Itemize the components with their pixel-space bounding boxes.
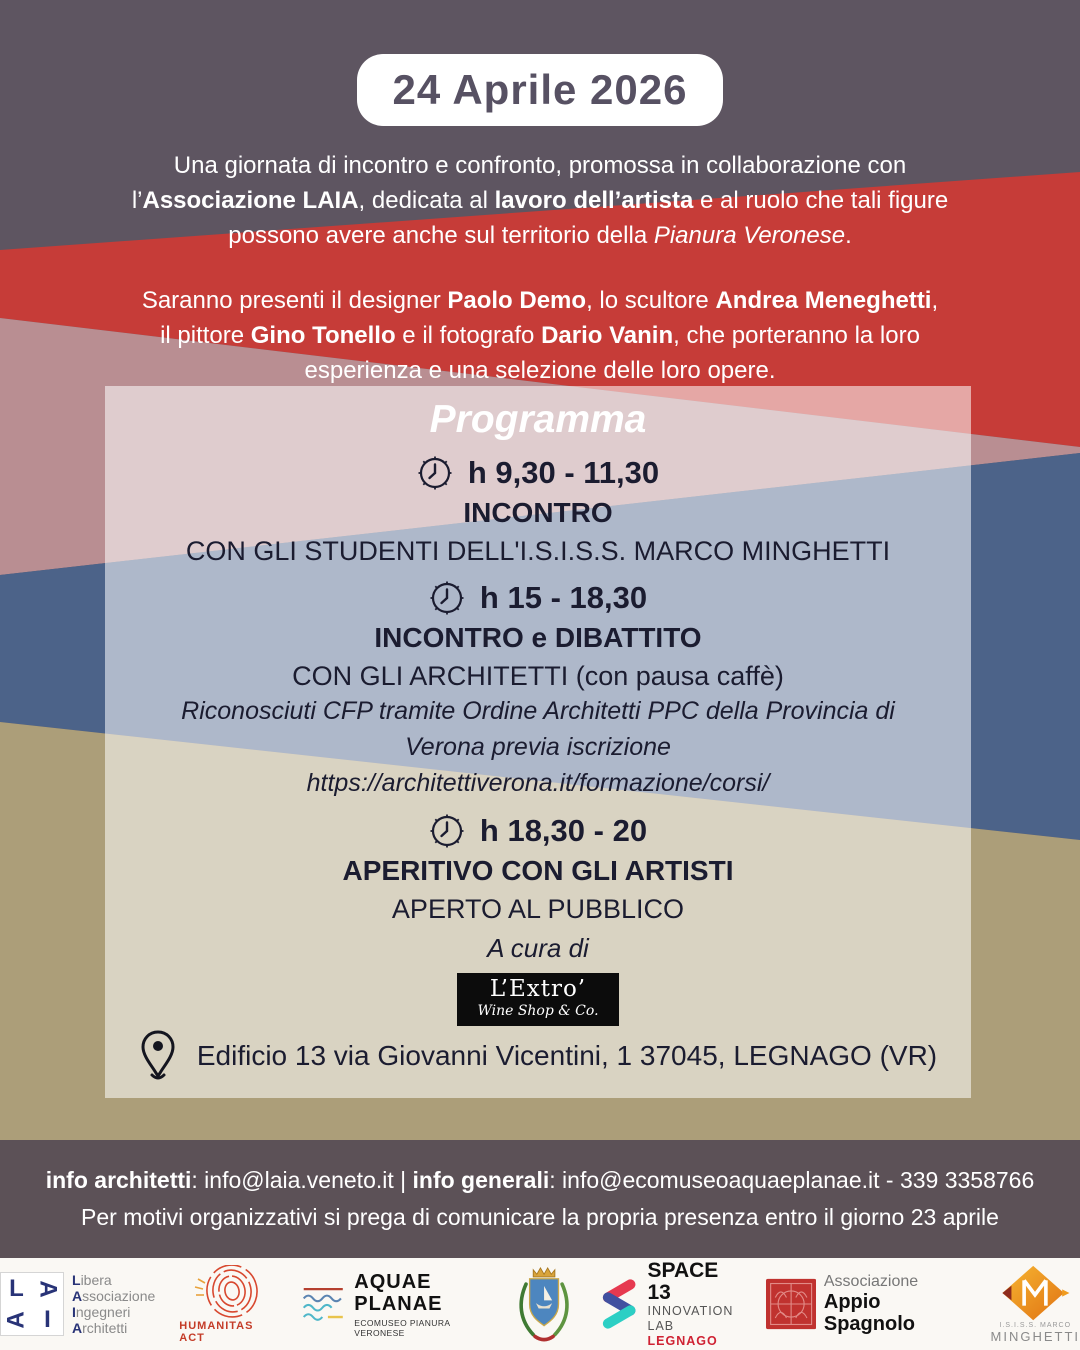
guests-line: Saranno presenti il designer Paolo Demo, lo scultore Andrea Meneghetti, [141,287,939,314]
laia-word: Associazione [72,1288,156,1304]
space13-lab: LAB [647,1318,675,1333]
laia-word: Libera [72,1272,112,1288]
aquae-subtitle: ECOMUSEO PIANURA VERONESE [354,1317,450,1338]
extro-wine-shop-logo [457,973,618,1026]
program-item-afternoon [181,580,895,800]
minghetti-icon [998,1264,1072,1322]
location-row [139,1030,937,1082]
program-subtitle: CON GLI STUDENTI DELL'I.S.I.S.S. MARCO MINGHETTI [185,536,891,566]
humanitas-act-logo [179,1265,276,1344]
cfp-note-line: Verona previa iscrizione [405,733,671,761]
guests-line: il pittore Gino Tonello e il fotografo Dario Vanin, che porteranno la loro [160,322,920,349]
registration-url[interactable]: https://architettiverona.it/formazione/corsi/ [306,769,770,797]
space13-title: SPACE 13 [647,1258,719,1304]
location-pin-icon [139,1030,177,1082]
legnago-coat-of-arms [517,1262,571,1346]
partner-logo-strip [0,1258,1080,1350]
appio-spagnolo-wordmark [824,1273,967,1335]
clock-icon [429,580,465,616]
appio-spagnolo-icon [766,1277,816,1331]
guests-line: esperienza e una selezione delle loro opere. [304,357,776,384]
appio-name: Appio Spagnolo [823,1291,915,1335]
intro-line: Una giornata di incontro e confronto, promossa in collaborazione con [173,152,907,179]
appio-spagnolo-logo [766,1273,967,1335]
guests-paragraph [0,283,1080,388]
location-text: Edificio 13 via Giovanni Vicentini, 1 37045, LEGNAGO (VR) [196,1040,938,1071]
program-time: h 15 - 18,30 [479,580,648,615]
extro-logo-tagline: Wine Shop & Co. [477,1003,599,1020]
laia-monogram [0,1272,64,1336]
space13-wordmark [648,1260,742,1349]
time-row [181,580,895,616]
time-row [343,813,734,849]
aquae-planae-logo [300,1271,493,1338]
extro-logo-name: L’Extro’ [489,976,587,1002]
space13-icon [595,1276,640,1332]
program-panel [105,386,971,1098]
program-title: INCONTRO [463,497,613,528]
laia-wordmark [72,1272,155,1336]
footer-rsvp-line: Per motivi organizzativi si prega di comunicare la propria presenza entro il giorno 23 aprile [81,1204,999,1230]
footer-contacts [0,1140,1080,1258]
fingerprint-icon [192,1265,264,1319]
minghetti-school-type: I.S.I.S.S. MARCO [999,1322,1072,1329]
program-time: h 18,30 - 20 [479,813,648,848]
program-item-morning [186,455,890,567]
program-subtitle: CON GLI ARCHITETTI (con pausa caffè) [292,661,784,691]
laia-word: Ingegneri [72,1304,131,1320]
intro-line: possono avere anche sul territorio della Pianura Veronese. [228,222,852,249]
curated-by-label: A cura di [487,933,589,963]
clock-icon [429,813,465,849]
program-heading: Programma [429,398,647,441]
humanitas-act-label: HUMANITAS ACT [179,1319,254,1344]
appio-association: Associazione [823,1273,919,1290]
minghetti-logo [991,1264,1080,1344]
time-row [186,455,890,491]
intro-paragraph [0,148,1080,253]
aquae-word: PLANAE [354,1292,443,1315]
intro-line: l’Associazione LAIA, dedicata al lavoro dell’artista e al ruolo che tali figure [131,187,949,214]
laia-logo [0,1272,155,1336]
program-subtitle: APERTO AL PUBBLICO [391,894,685,924]
space13-legnago: LEGNAGO [647,1333,718,1348]
laia-letter: I [44,1305,51,1333]
cfp-note-line: Riconosciuti CFP tramite Ordine Architetti PPC della Provincia di [181,697,895,725]
aquae-planae-wordmark [354,1271,492,1338]
laia-word: Architetti [72,1320,128,1336]
program-time: h 9,30 - 11,30 [467,455,660,490]
aquae-word: AQUAE [354,1270,432,1293]
clock-icon [417,455,453,491]
waves-icon [300,1282,347,1326]
laia-letter: L [9,1274,24,1302]
minghetti-name: MINGHETTI [990,1329,1080,1344]
header-section [0,0,1080,388]
footer-contact-line: info architetti: info@laia.veneto.it | info generali: info@ecomuseoaquaeplanae.it - 339 3358766 [45,1167,1035,1193]
program-title: INCONTRO e DIBATTITO [374,622,702,653]
event-date-badge: 24 Aprile 2026 [357,54,724,126]
space13-subtitle: INNOVATION [647,1303,734,1318]
program-title: APERITIVO CON GLI ARTISTI [342,855,734,886]
laia-letter: A [34,1279,62,1298]
space13-logo [595,1260,742,1349]
laia-letter: A [2,1310,30,1329]
space13-lab-line [648,1319,742,1349]
program-item-evening [343,813,734,1026]
